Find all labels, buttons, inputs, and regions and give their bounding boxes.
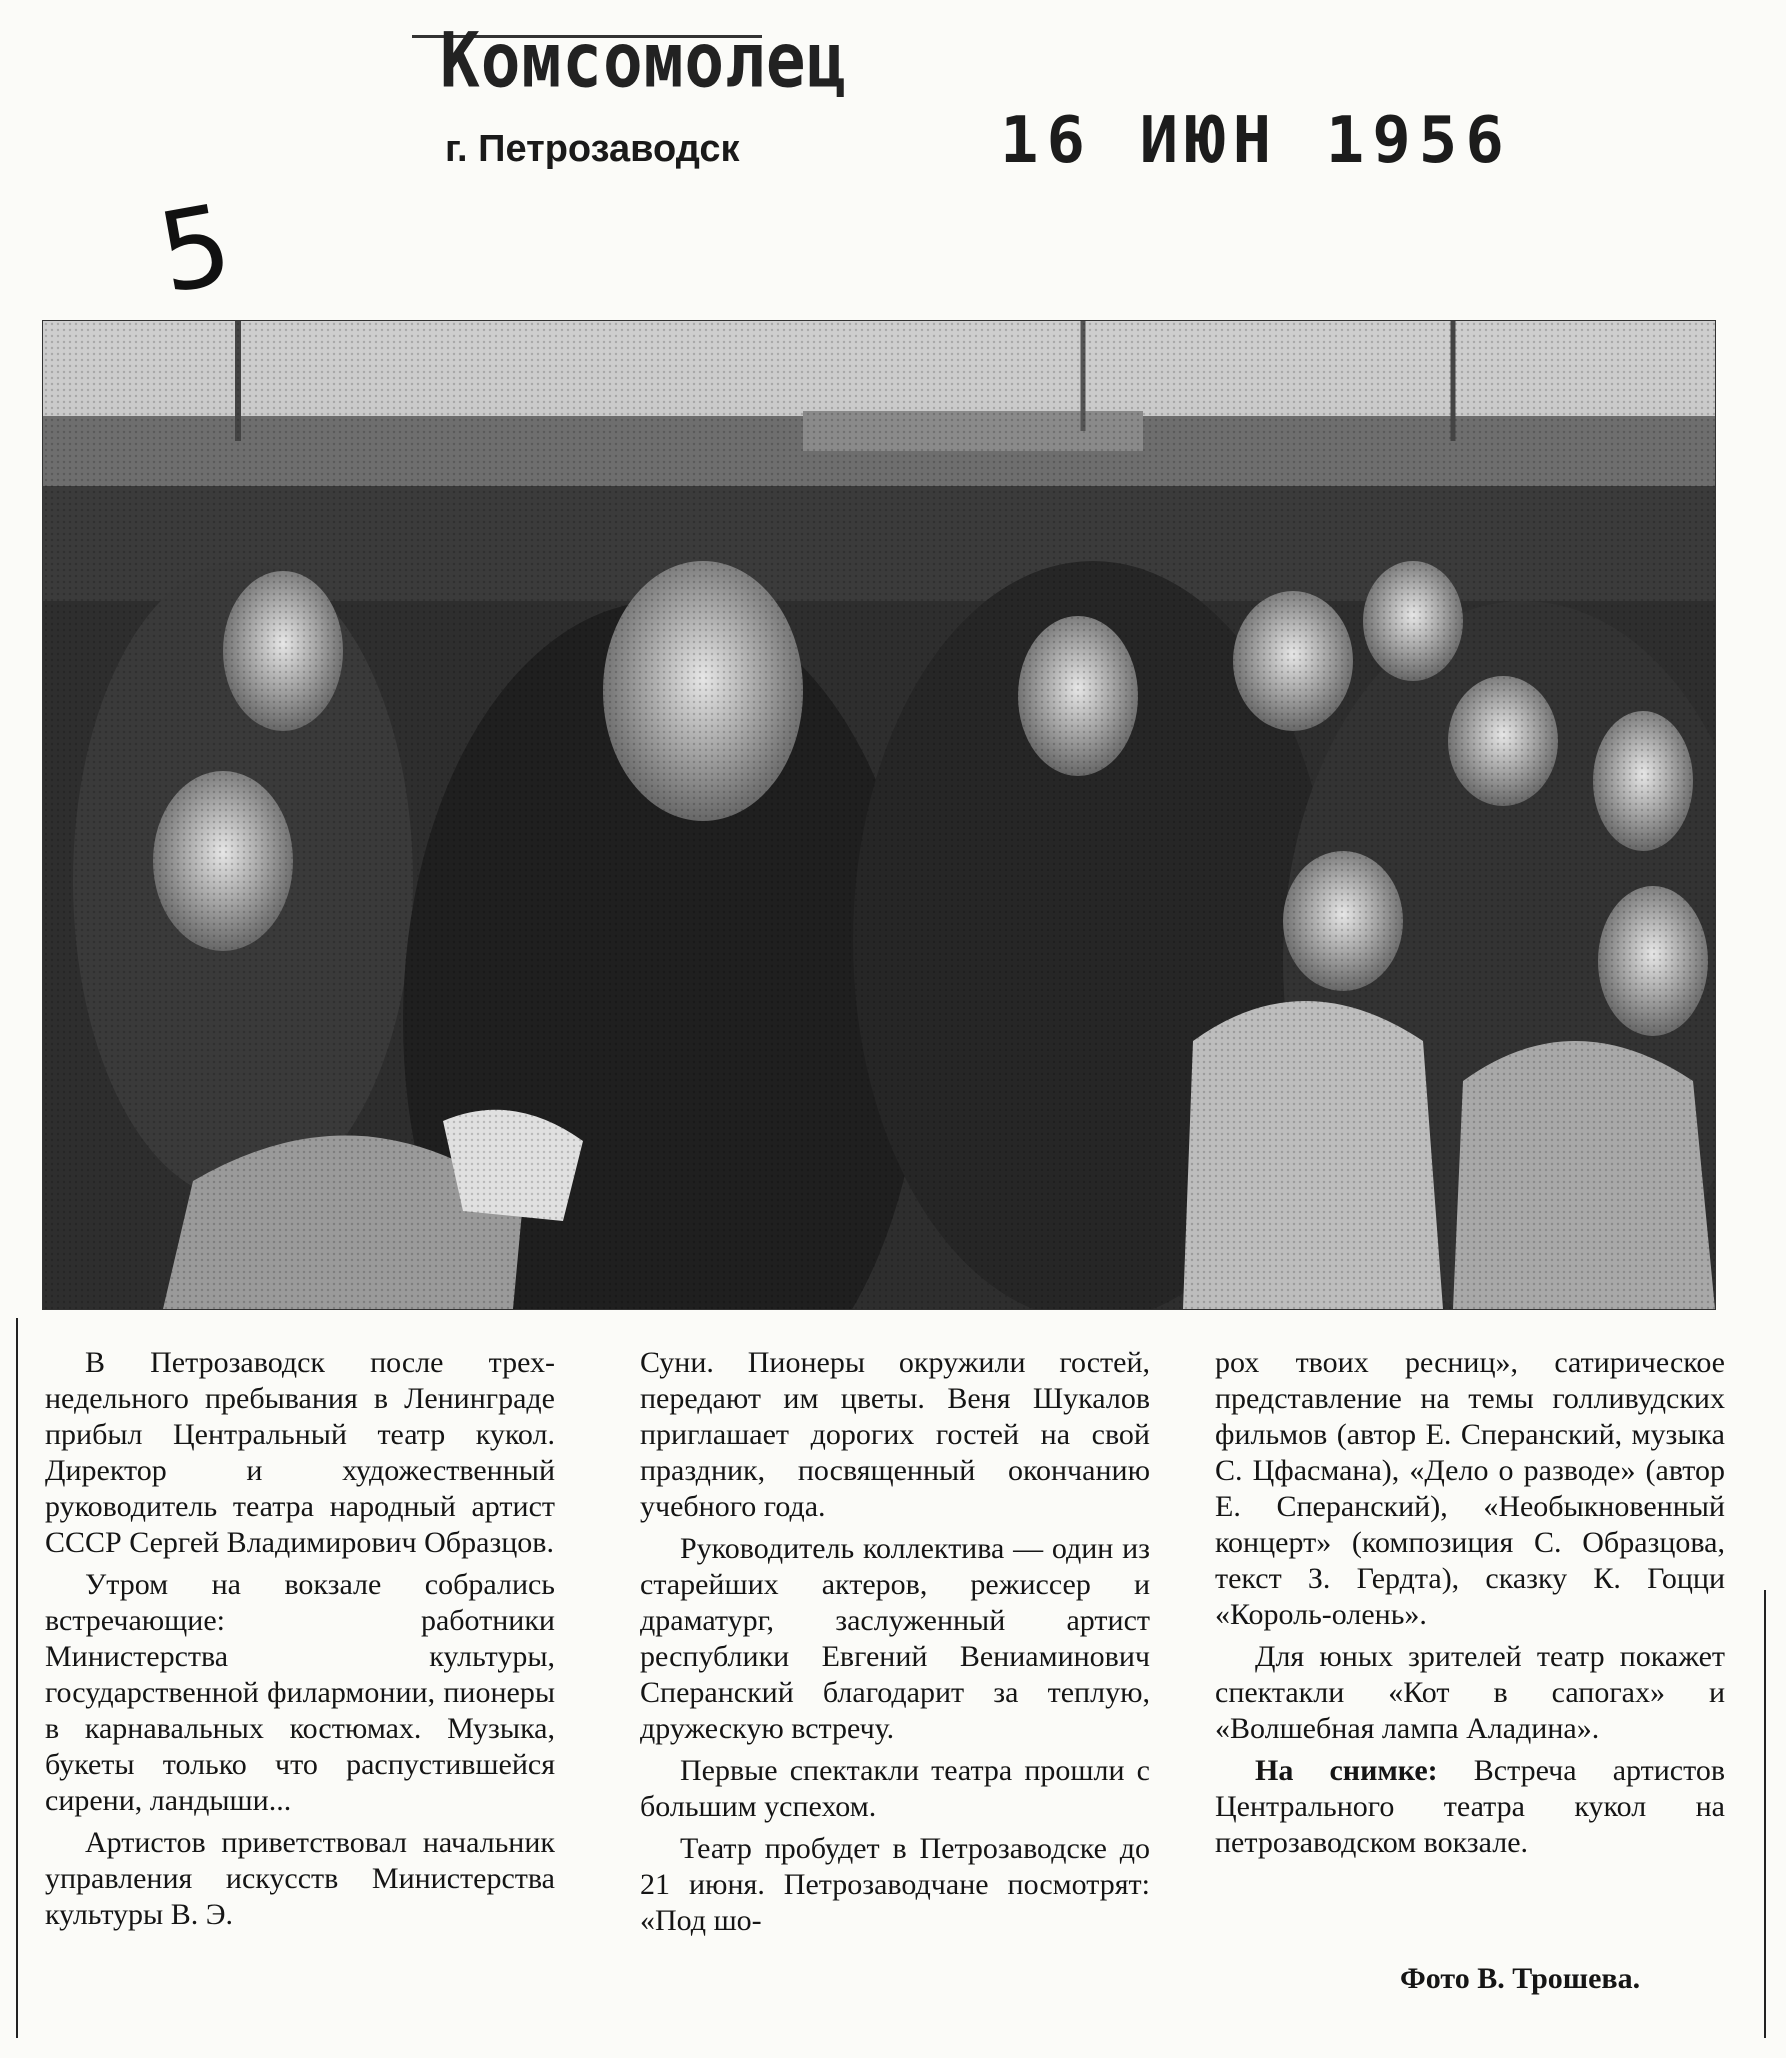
paragraph: В Петрозаводск после трех-недельного пребывания в Ленинграде прибыл Центральный театр кукол. Директор и художественный руководитель театра народный артист СССР Сергей Владимирович Образцов.	[45, 1346, 555, 1559]
city-line: г. Петрозаводск	[445, 128, 740, 170]
clipping-border-left	[16, 1318, 18, 2038]
handwritten-page-number: 5	[149, 179, 241, 319]
paragraph: Для юных зрителей театр покажет спектакли «Кот в сапогах» и «Волшебная лампа Аладина».	[1215, 1640, 1725, 1745]
photo-illustration	[43, 321, 1715, 1309]
article-column-2	[640, 1345, 1150, 1945]
paragraph: Артистов приветствовал начальник управления искусств Министерства культуры В. Э.	[45, 1826, 555, 1931]
clipping-border-right	[1764, 1590, 1766, 2038]
paragraph: рох твоих ресниц», сатирическое представление на темы голливудских фильмов (автор Е. Сперанский, музыка С. Цфасмана), «Дело о разводе» (автор Е. Сперанский), «Необыкновенный концерт» (композиция С. Образцова, текст З. Гердта), сказку К. Гоцци «Король-олень».	[1215, 1346, 1725, 1631]
paragraph: Руководитель коллектива — один из старейших актеров, режиссер и драматург, заслуженный артист республики Евгений Вениаминович Сперанский благодарит за теплую, дружескую встречу.	[640, 1532, 1150, 1745]
newspaper-title-stamp: Комсомолец	[440, 16, 848, 105]
caption-text: Встреча артистов Центрального театра кукол на петрозаводском вокзале.	[1215, 1754, 1726, 1859]
article-column-3	[1215, 1345, 1725, 1867]
photo-caption	[1215, 1753, 1725, 1861]
news-photo	[42, 320, 1716, 1310]
caption-label: На снимке:	[1255, 1754, 1438, 1787]
paragraph: Театр пробудет в Петрозаводске до 21 июня. Петрозаводчане посмотрят: «Под шо-	[640, 1832, 1150, 1937]
article-column-1	[45, 1345, 555, 1939]
paragraph: Утром на вокзале собрались встречающие: работники Министерства культуры, государственной филармонии, пионеры в карнавальных костюмах. Музыка, букеты только что распустившейся сирени, ландыши...	[45, 1568, 555, 1817]
photo-credit: Фото В. Трошева.	[1400, 1962, 1641, 1995]
date-stamp: 16 ИЮН 1956	[1000, 104, 1512, 178]
paragraph: Суни. Пионеры окружили гостей, передают им цветы. Веня Шукалов приглашает дорогих гостей на свой праздник, посвященный окончанию учебного года.	[640, 1346, 1150, 1523]
paragraph: Первые спектакли театра прошли с большим успехом.	[640, 1754, 1150, 1823]
